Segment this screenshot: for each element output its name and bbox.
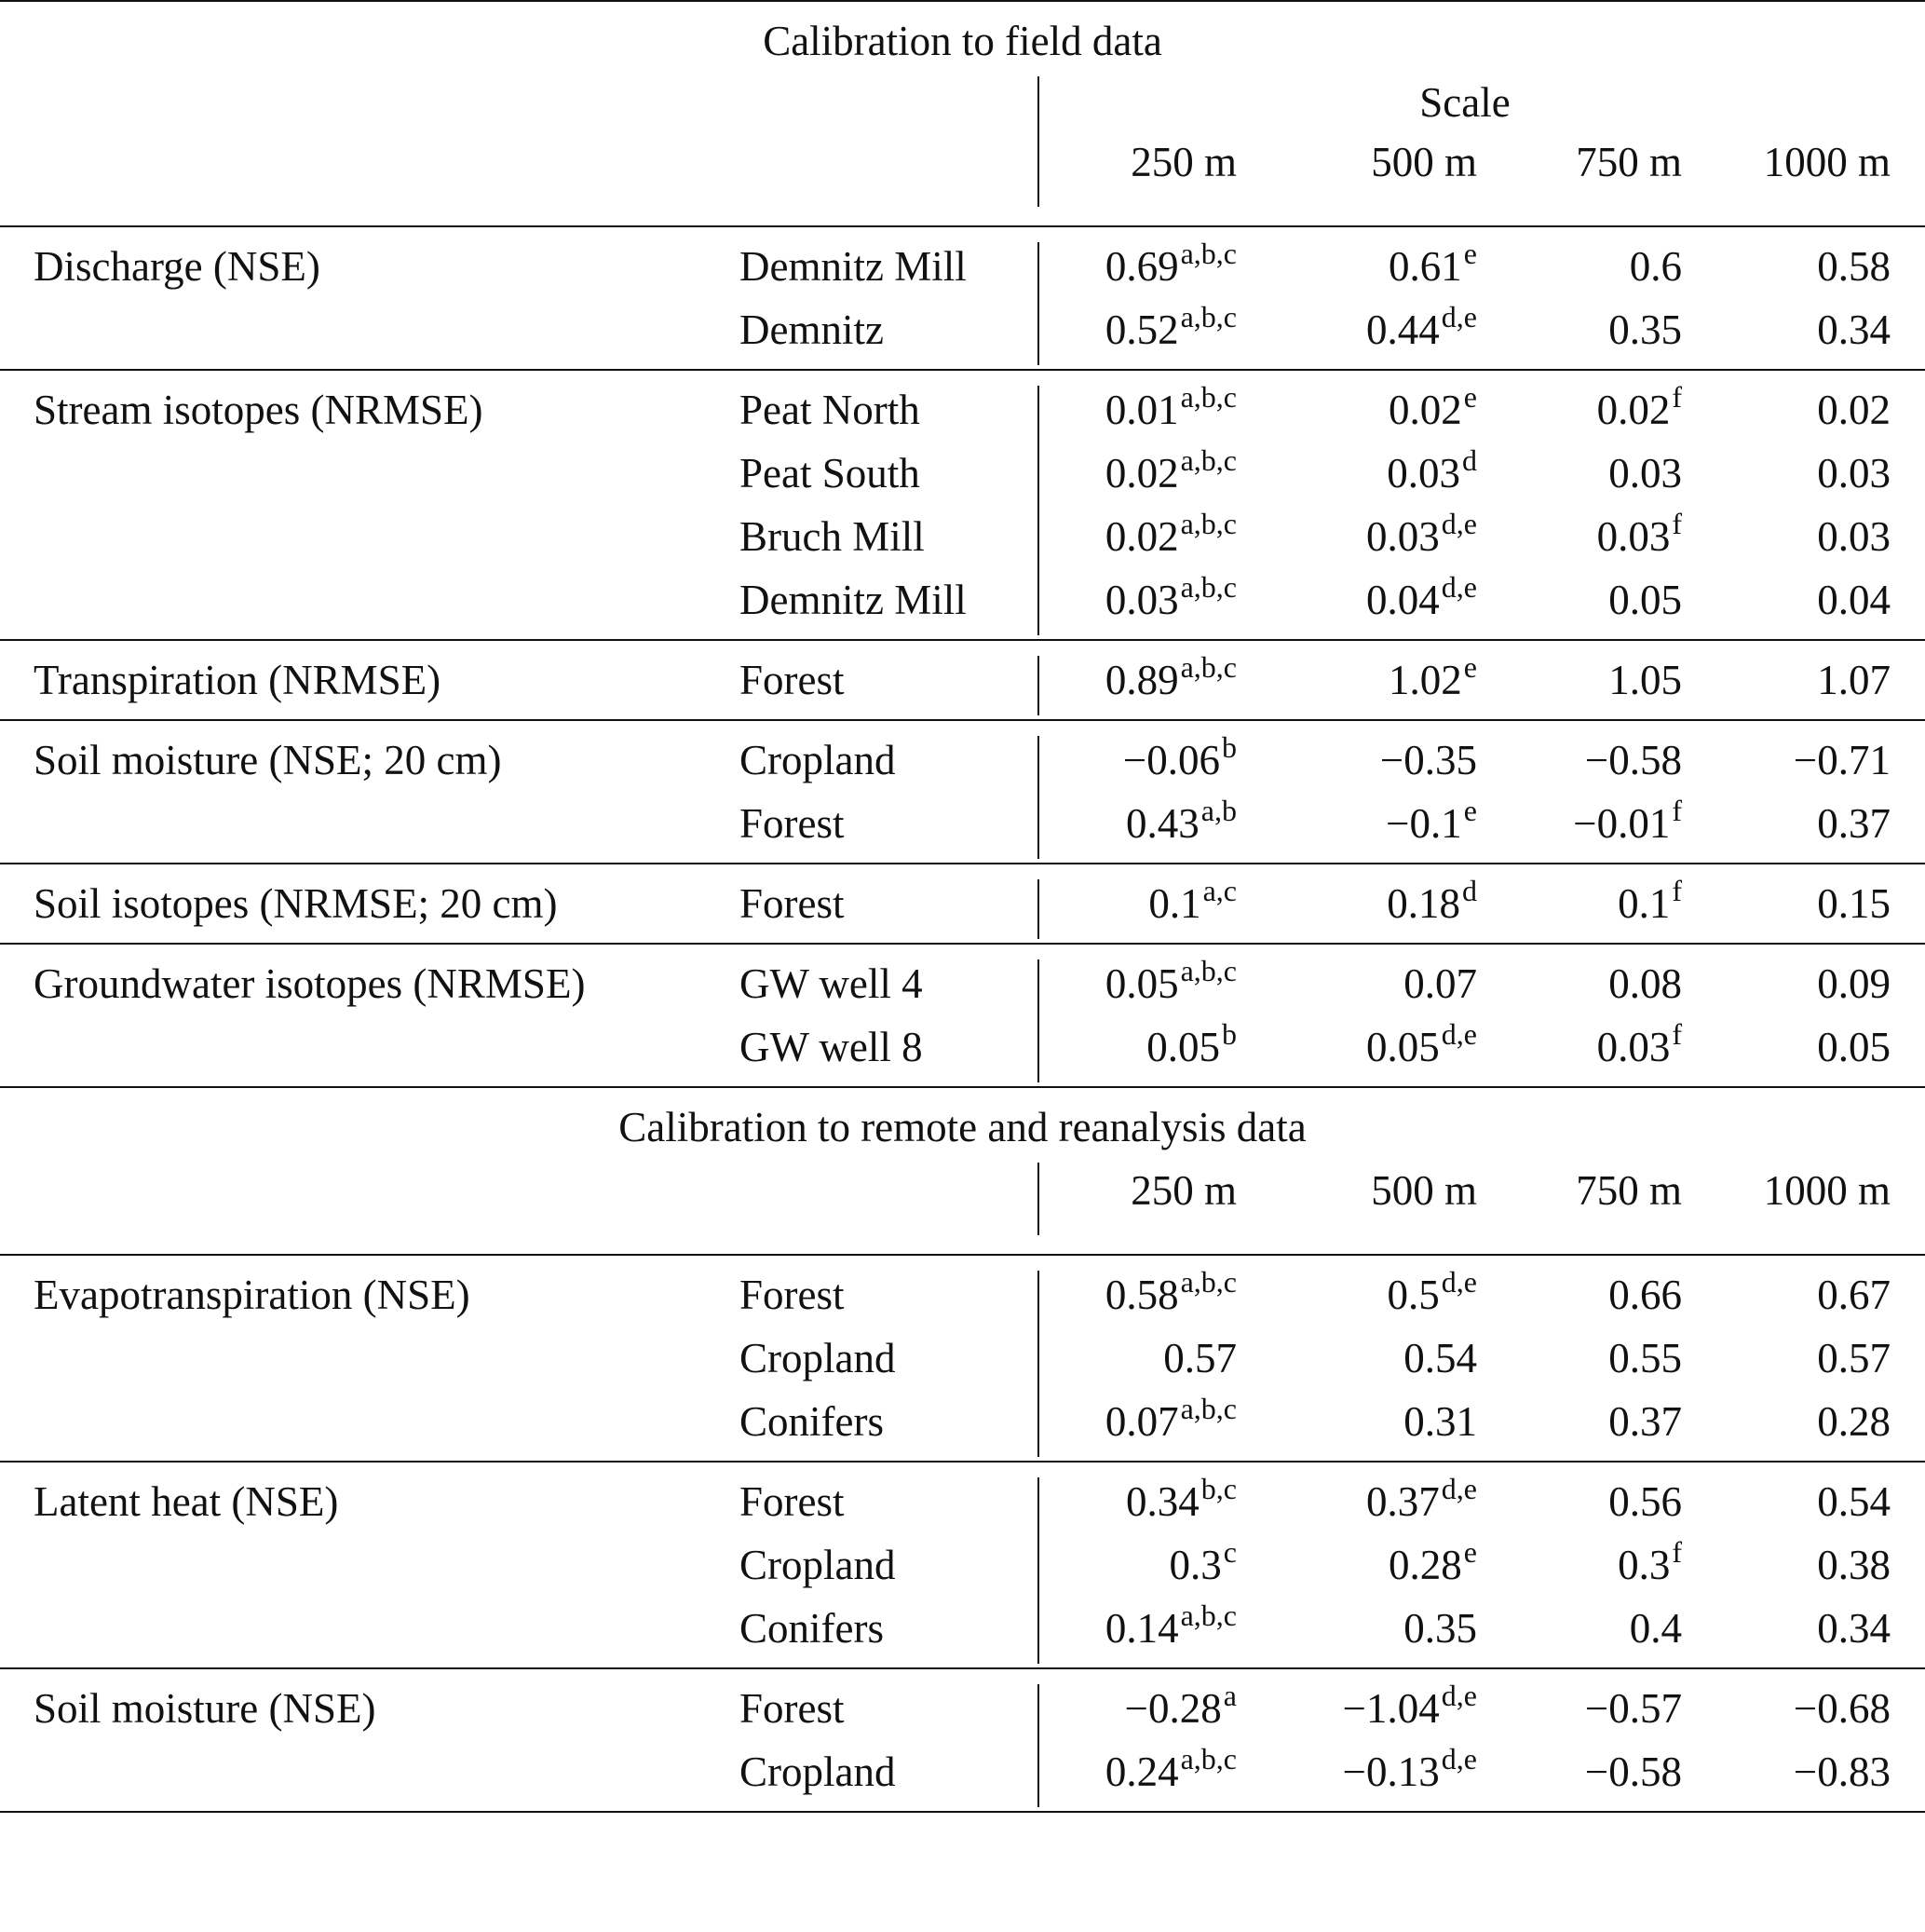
value-text: 0.09 [1817,960,1891,1007]
footnote-marker: e [1463,237,1477,270]
category-label: Discharge (NSE) [34,243,320,290]
site-label: Forest [739,800,845,847]
footnote-marker: a,b,c [1180,650,1237,684]
column-header: 250 m [1131,1167,1237,1214]
value-cell [1389,1535,1477,1593]
footnote-marker: d [1462,443,1477,477]
value-text: 0.37 [1608,1398,1682,1445]
column-divider [1037,959,1039,1082]
footnote-marker: d [1462,874,1477,907]
value-text: 0.05 [1366,1024,1440,1070]
rule-line [0,369,1925,371]
footnote-marker: a,b,c [1180,1599,1237,1632]
value-cell [1585,1748,1682,1796]
footnote-marker: a,c [1202,874,1237,907]
value-text: 0.04 [1366,577,1440,623]
value-cell [1618,1535,1682,1593]
category-label: Soil isotopes (NRMSE; 20 cm) [34,880,558,927]
value-text: 0.07 [1403,960,1477,1007]
category-label: Latent heat (NSE) [34,1478,339,1525]
site-label: GW well 8 [739,1024,923,1070]
category-label: Stream isotopes (NRMSE) [34,387,483,433]
column-divider [1037,76,1039,207]
column-header: 500 m [1371,139,1477,185]
value-text: 0.57 [1817,1335,1891,1381]
value-cell [1608,656,1682,704]
footnote-marker: f [1672,380,1682,414]
value-cell [1148,874,1237,932]
value-text: 0.05 [1105,960,1179,1007]
footnote-marker: a,b,c [1180,237,1237,270]
value-cell [1817,1604,1891,1653]
value-text: 0.34 [1817,306,1891,353]
value-cell [1608,959,1682,1008]
site-label: Conifers [739,1605,884,1652]
column-divider [1037,656,1039,715]
footnote-marker: a,b,c [1180,1265,1237,1299]
value-cell [1608,1271,1682,1319]
site-label: Demnitz Mill [739,243,967,290]
value-cell [1608,1477,1682,1526]
value-text: 0.35 [1403,1605,1477,1652]
value-cell [1596,507,1682,565]
value-text: 1.07 [1817,657,1891,703]
value-text: 0.1 [1148,880,1201,927]
value-text: 0.05 [1146,1024,1220,1070]
footnote-marker: c [1223,1535,1237,1569]
site-label: Cropland [739,1335,896,1381]
value-cell [1366,507,1477,565]
category-label: Soil moisture (NSE) [34,1685,376,1732]
footnote-marker: a,b,c [1180,954,1237,987]
value-cell [1146,1017,1237,1075]
footnote-marker: a,b,c [1180,443,1237,477]
section-title: Calibration to remote and reanalysis data [618,1104,1307,1150]
value-cell [1608,1334,1682,1382]
value-text: 0.56 [1608,1478,1682,1525]
column-header: 750 m [1576,1167,1682,1214]
footnote-marker: d,e [1441,1679,1477,1712]
value-cell [1169,1535,1237,1593]
footnote-marker: f [1672,794,1682,827]
value-text: 0.08 [1608,960,1682,1007]
rule-line [0,0,1925,2]
value-cell [1389,650,1477,708]
footnote-marker: e [1463,794,1477,827]
footnote-marker: a,b,c [1180,380,1237,414]
value-cell [1105,1392,1237,1449]
rule-line [0,639,1925,641]
value-text: 0.61 [1389,243,1462,290]
value-cell [1105,380,1237,438]
value-text: 0.37 [1366,1478,1440,1525]
value-cell [1608,1397,1682,1446]
value-cell [1366,570,1477,628]
value-cell [1817,879,1891,928]
value-text: −0.58 [1584,737,1682,783]
value-text: 0.1 [1618,880,1671,927]
footnote-marker: e [1463,380,1477,414]
column-divider [1037,736,1039,859]
site-label: Bruch Mill [739,513,925,560]
value-cell [1817,656,1891,704]
value-text: 0.02 [1596,387,1671,433]
category-label: Soil moisture (NSE; 20 cm) [34,737,502,783]
value-text: −1.04 [1342,1685,1440,1732]
value-cell [1366,1472,1477,1530]
value-text: 0.03 [1596,513,1671,560]
footnote-marker: d,e [1441,1017,1477,1051]
rule-line [0,1811,1925,1813]
footnote-marker: f [1672,1535,1682,1569]
value-text: −0.83 [1793,1748,1891,1795]
scale-label: Scale [1419,79,1511,126]
value-text: 0.03 [1387,450,1460,497]
value-cell [1122,730,1237,788]
column-divider [1037,242,1039,365]
rule-line [0,863,1925,864]
column-header: 250 m [1131,139,1237,185]
value-text: 0.03 [1817,450,1891,497]
footnote-marker: a,b,c [1180,1742,1237,1776]
value-cell [1366,300,1477,358]
value-cell [1794,736,1891,784]
column-header: 1000 m [1763,139,1891,185]
section-title: Calibration to field data [763,18,1162,64]
value-text: 0.3 [1169,1542,1222,1588]
value-text: 0.03 [1366,513,1440,560]
value-cell [1817,306,1891,354]
value-cell [1105,1265,1237,1323]
value-text: 0.5 [1387,1272,1440,1318]
value-cell [1817,1023,1891,1071]
value-cell [1342,1679,1477,1736]
value-cell [1817,1334,1891,1382]
value-cell [1403,1334,1477,1382]
rule-line [0,1086,1925,1088]
category-label: Evapotranspiration (NSE) [34,1272,470,1318]
value-text: 0.58 [1817,243,1891,290]
rule-line [0,1667,1925,1669]
value-text: 0.54 [1817,1478,1891,1525]
value-text: 0.31 [1403,1398,1477,1445]
value-text: 0.02 [1105,450,1179,497]
footnote-marker: a,b,c [1180,300,1237,333]
value-text: −0.35 [1379,737,1477,783]
column-header: 500 m [1371,1167,1477,1214]
value-cell [1105,954,1237,1012]
value-cell [1163,1334,1237,1382]
value-text: 0.03 [1608,450,1682,497]
column-header: 750 m [1576,139,1682,185]
value-text: 0.02 [1105,513,1179,560]
value-text: 0.6 [1629,243,1682,290]
footnote-marker: a,b,c [1180,1392,1237,1425]
value-cell [1794,1684,1891,1733]
footnote-marker: b,c [1200,1472,1237,1505]
value-cell [1817,1541,1891,1589]
value-text: 0.05 [1817,1024,1891,1070]
value-text: 0.03 [1817,513,1891,560]
footnote-marker: d,e [1441,1472,1477,1505]
value-cell [1403,1604,1477,1653]
value-cell [1817,799,1891,848]
value-text: 0.18 [1387,880,1460,927]
value-cell [1618,874,1682,932]
value-text: 0.05 [1608,577,1682,623]
value-cell [1403,1397,1477,1446]
value-cell [1387,443,1477,501]
value-text: 1.05 [1608,657,1682,703]
footnote-marker: a [1223,1679,1237,1712]
site-label: Cropland [739,1542,896,1588]
value-cell [1105,443,1237,501]
column-divider [1037,879,1039,939]
value-text: 0.69 [1105,243,1179,290]
value-text: 0.37 [1817,800,1891,847]
value-cell [1105,570,1237,628]
footnote-marker: d,e [1441,570,1477,604]
footnote-marker: d,e [1441,1265,1477,1299]
footnote-marker: e [1463,650,1477,684]
value-text: 0.34 [1817,1605,1891,1652]
footnote-marker: f [1672,507,1682,540]
value-cell [1608,449,1682,497]
value-cell [1608,576,1682,624]
site-label: Forest [739,880,845,927]
rule-line [0,1461,1925,1463]
value-cell [1817,386,1891,434]
value-cell [1124,1679,1237,1736]
value-cell [1105,507,1237,565]
value-text: 0.52 [1105,306,1179,353]
column-divider [1037,1477,1039,1664]
rule-line [0,1254,1925,1256]
value-text: −0.01 [1573,800,1671,847]
value-text: 0.57 [1163,1335,1237,1381]
value-text: 0.35 [1608,306,1682,353]
value-cell [1380,736,1477,784]
category-label: Transpiration (NRMSE) [34,657,441,703]
value-text: 0.3 [1618,1542,1671,1588]
value-text: 0.03 [1105,577,1179,623]
value-cell [1817,449,1891,497]
site-label: Peat North [739,387,920,433]
value-cell [1596,1017,1682,1075]
value-text: 0.55 [1608,1335,1682,1381]
value-cell [1403,959,1477,1008]
value-cell [1817,512,1891,561]
value-cell [1126,794,1237,851]
value-text: 0.14 [1105,1605,1179,1652]
footnote-marker: a,b,c [1180,507,1237,540]
value-cell [1817,959,1891,1008]
site-label: Peat South [739,450,920,497]
footnote-marker: d,e [1441,507,1477,540]
footnote-marker: a,b [1200,794,1237,827]
value-cell [1817,576,1891,624]
value-text: 0.4 [1629,1605,1682,1652]
value-cell [1817,1477,1891,1526]
value-text: 0.02 [1389,387,1462,433]
value-text: 0.28 [1389,1542,1462,1588]
footnote-marker: d,e [1441,1742,1477,1776]
site-label: GW well 4 [739,960,923,1007]
value-text: 0.02 [1817,387,1891,433]
site-label: Forest [739,1272,845,1318]
value-text: 0.67 [1817,1272,1891,1318]
site-label: Demnitz [739,306,884,353]
value-text: −0.06 [1122,737,1220,783]
value-text: 0.15 [1817,880,1891,927]
value-text: 0.07 [1105,1398,1179,1445]
value-cell [1608,306,1682,354]
column-divider [1037,386,1039,635]
value-cell [1105,300,1237,358]
column-header: 1000 m [1763,1167,1891,1214]
value-text: 0.04 [1817,577,1891,623]
value-cell [1105,1742,1237,1800]
value-cell [1585,736,1682,784]
site-label: Forest [739,1478,845,1525]
value-cell [1387,1265,1477,1323]
value-text: −0.28 [1124,1685,1222,1732]
value-cell [1105,237,1237,294]
value-text: 0.38 [1817,1542,1891,1588]
site-label: Demnitz Mill [739,577,967,623]
value-text: 0.03 [1596,1024,1671,1070]
value-cell [1573,794,1682,851]
value-text: −0.58 [1584,1748,1682,1795]
value-text: 0.89 [1105,657,1179,703]
site-label: Cropland [739,1748,896,1795]
rule-line [0,943,1925,945]
value-text: 0.43 [1126,800,1200,847]
value-cell [1817,242,1891,291]
footnote-marker: b [1222,1017,1237,1051]
value-text: 0.44 [1366,306,1440,353]
value-cell [1817,1271,1891,1319]
footnote-marker: f [1672,874,1682,907]
value-cell [1630,1604,1682,1653]
category-label: Groundwater isotopes (NRMSE) [34,960,586,1007]
value-text: 0.66 [1608,1272,1682,1318]
value-text: 0.01 [1105,387,1179,433]
value-cell [1366,1017,1477,1075]
column-divider [1037,1163,1039,1235]
value-cell [1817,1397,1891,1446]
value-text: −0.57 [1584,1685,1682,1732]
site-label: Forest [739,657,845,703]
value-text: −0.68 [1793,1685,1891,1732]
value-text: 1.02 [1389,657,1462,703]
value-text: 0.34 [1126,1478,1200,1525]
value-text: 0.58 [1105,1272,1179,1318]
value-cell [1342,1742,1477,1800]
value-text: −0.71 [1793,737,1891,783]
value-text: 0.54 [1403,1335,1477,1381]
value-cell [1630,242,1682,291]
value-text: −0.13 [1342,1748,1440,1795]
rule-line [0,225,1925,227]
value-text: 0.28 [1817,1398,1891,1445]
value-text: 0.24 [1105,1748,1179,1795]
value-text: −0.1 [1386,800,1462,847]
value-cell [1389,380,1477,438]
rule-line [0,719,1925,721]
site-label: Forest [739,1685,845,1732]
value-cell [1386,794,1477,851]
value-cell [1794,1748,1891,1796]
footnote-marker: b [1222,730,1237,764]
column-divider [1037,1271,1039,1457]
footnote-marker: d,e [1441,300,1477,333]
value-cell [1387,874,1477,932]
footnote-marker: a,b,c [1180,570,1237,604]
footnote-marker: f [1672,1017,1682,1051]
value-cell [1585,1684,1682,1733]
site-label: Cropland [739,737,896,783]
value-cell [1389,237,1477,294]
value-cell [1596,380,1682,438]
footnote-marker: e [1463,1535,1477,1569]
value-cell [1105,650,1237,708]
column-divider [1037,1684,1039,1807]
value-cell [1126,1472,1237,1530]
value-cell [1105,1599,1237,1656]
site-label: Conifers [739,1398,884,1445]
